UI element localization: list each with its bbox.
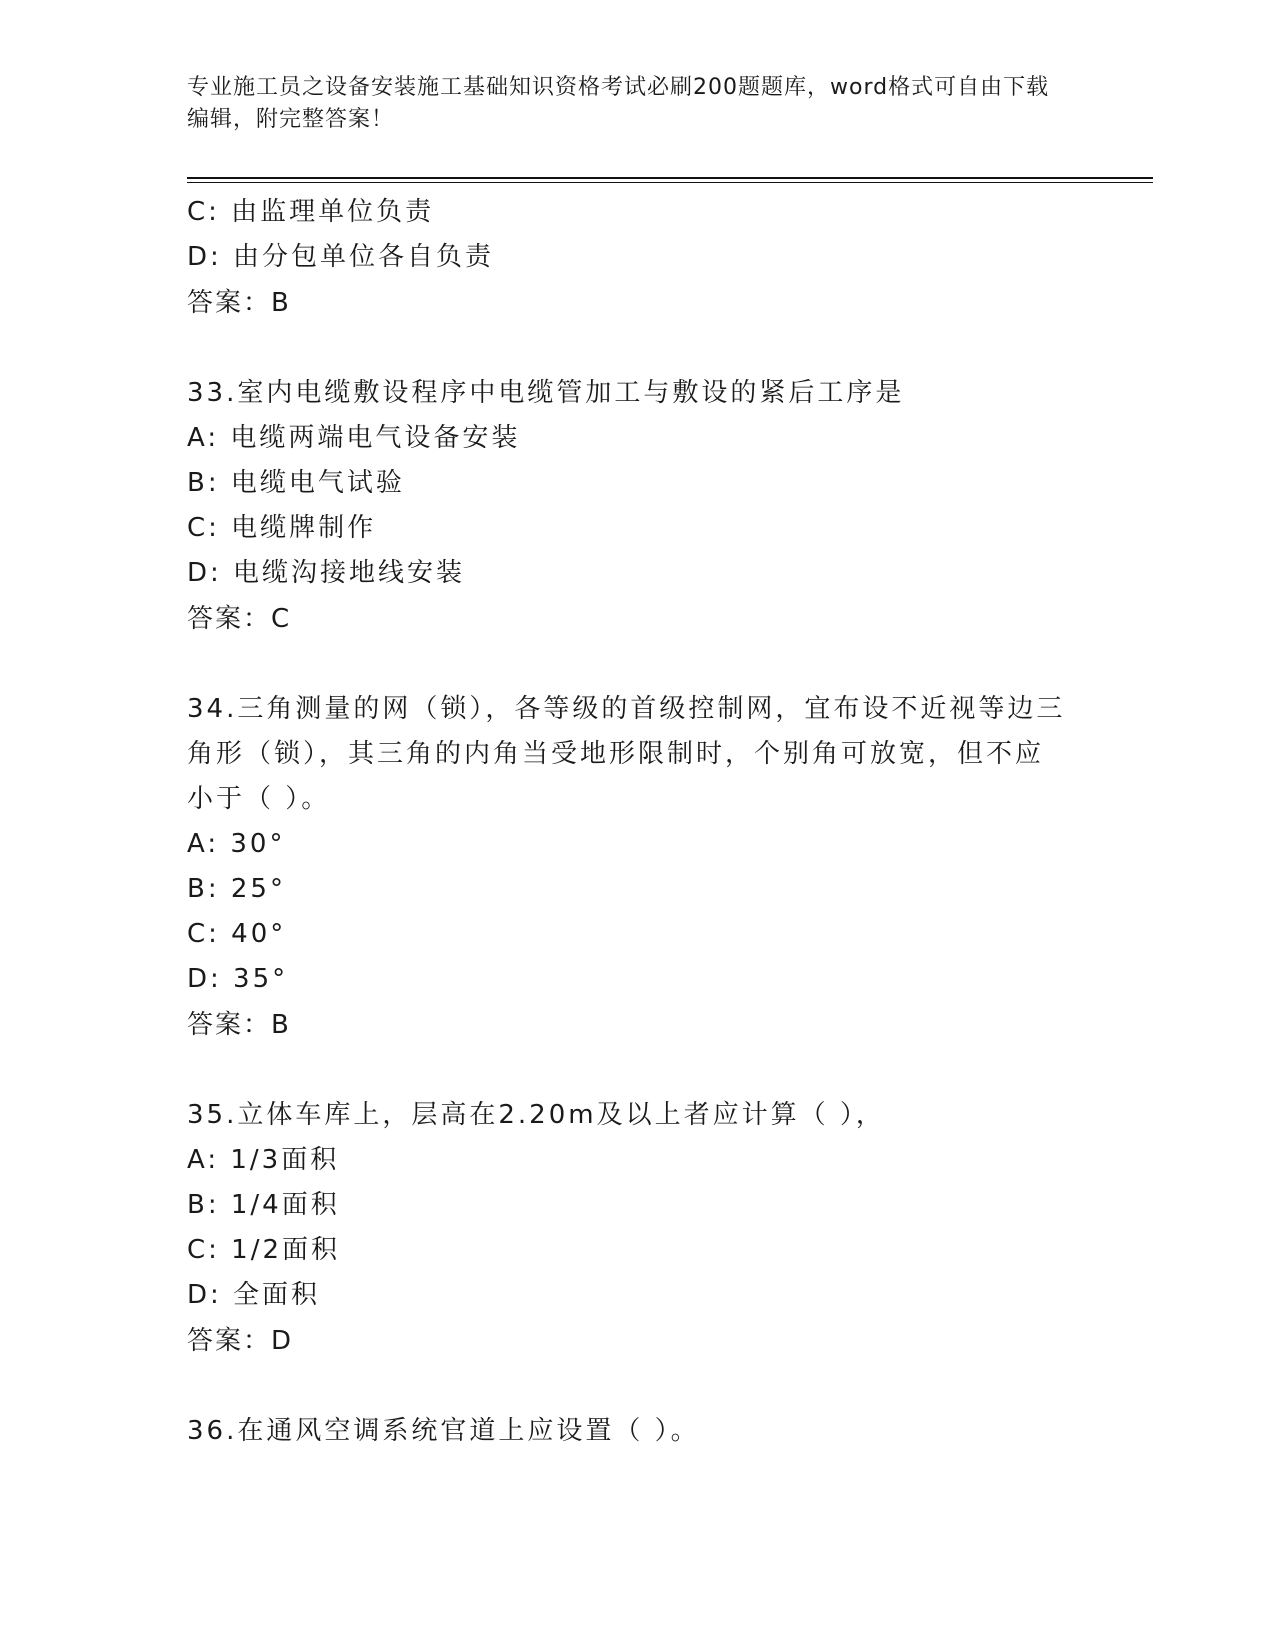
- spacer: [187, 1364, 1087, 1409]
- question-35-option-a: A: 1/3面积: [187, 1145, 340, 1175]
- question-35-option-c: C: 1/2面积: [187, 1235, 341, 1265]
- question-33-option-b: B: 电缆电气试验: [187, 468, 405, 498]
- question-33-option-a: A: 电缆两端电气设备安装: [187, 423, 521, 453]
- document-header: 专业施工员之设备安装施工基础知识资格考试必刷200题题库，word格式可自由下载编辑，附完整答案！: [187, 75, 1050, 132]
- option-c: C: 由监理单位负责: [187, 197, 435, 227]
- document-content: [187, 190, 1087, 1454]
- option-d: D: 由分包单位各自负责: [187, 242, 495, 272]
- question-35-answer: 答案：D: [187, 1326, 294, 1356]
- question-34-option-a: A: 30°: [187, 829, 286, 859]
- spacer: [187, 642, 1087, 687]
- question-34-option-d: D: 35°: [187, 964, 289, 994]
- question-34-option-b: B: 25°: [187, 874, 286, 904]
- question-34-option-c: C: 40°: [187, 919, 287, 949]
- question-34-text-line-3: 小于（ ）。: [187, 784, 331, 814]
- question-35-option-d: D: 全面积: [187, 1280, 321, 1310]
- question-33-option-d: D: 电缆沟接地线安装: [187, 558, 466, 588]
- question-34-text-line-2: 角形（锁），其三角的内角当受地形限制时，个别角可放宽，但不应: [187, 739, 1045, 769]
- spacer: [187, 1048, 1087, 1093]
- question-36-text: 36.在通风空调系统官道上应设置（ ）。: [187, 1416, 700, 1446]
- question-33-option-c: C: 电缆牌制作: [187, 513, 377, 543]
- spacer: [187, 326, 1087, 371]
- question-34-text-line-1: 34.三角测量的网（锁），各等级的首级控制网，宜布设不近视等边三: [187, 694, 1066, 724]
- answer-line: 答案：B: [187, 288, 291, 318]
- header-divider-thin: [187, 182, 1153, 183]
- header-divider-thick: [187, 177, 1153, 179]
- question-33-text: 33.室内电缆敷设程序中电缆管加工与敷设的紧后工序是: [187, 378, 905, 408]
- question-35-text: 35.立体车库上，层高在2.20m及以上者应计算（ ），: [187, 1100, 885, 1130]
- question-33-answer: 答案：C: [187, 604, 292, 634]
- question-35-option-b: B: 1/4面积: [187, 1190, 340, 1220]
- question-34-answer: 答案：B: [187, 1010, 291, 1040]
